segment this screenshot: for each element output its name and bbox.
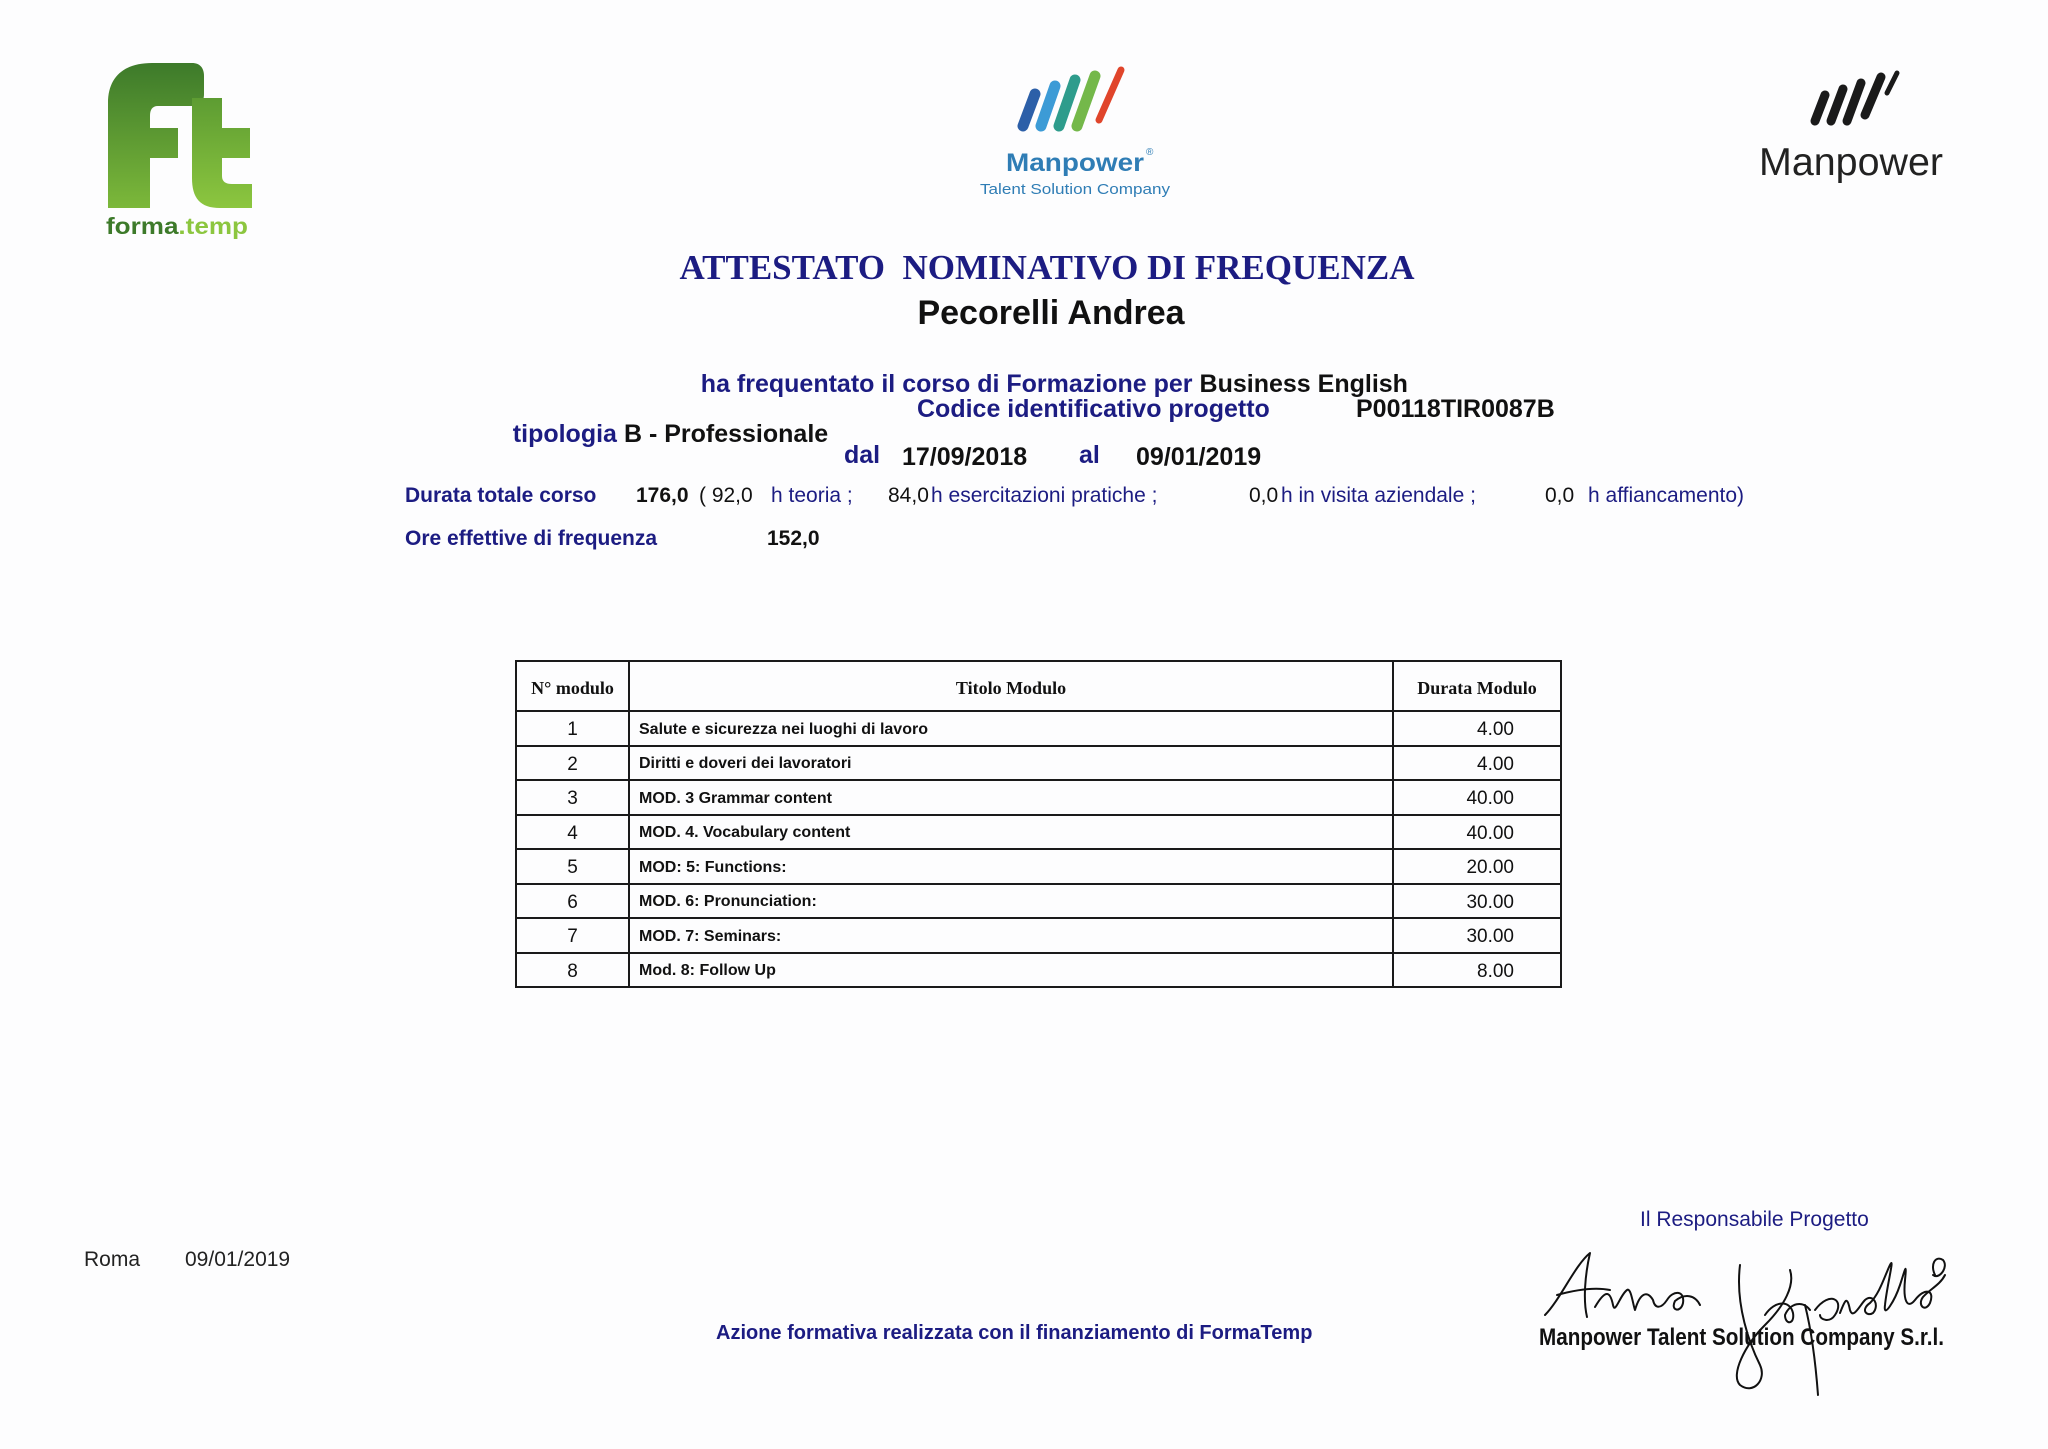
- manpower-color-bars-icon: [1023, 70, 1121, 126]
- from-date: 17/09/2018: [902, 443, 1028, 471]
- theory-label: h teoria ;: [771, 484, 853, 507]
- module-title: MOD: 5: Functions:: [629, 849, 1393, 884]
- module-duration: 4.00: [1393, 711, 1561, 746]
- certificate-title: ATTESTATO NOMINATIVO DI FREQUENZA: [679, 248, 1415, 287]
- module-title: Diritti e doveri dei lavoratori: [629, 746, 1393, 781]
- table-row: [516, 815, 1561, 850]
- module-duration: 30.00: [1393, 918, 1561, 953]
- module-title: MOD. 7: Seminars:: [629, 918, 1393, 953]
- module-number: 8: [516, 953, 629, 988]
- module-number: 2: [516, 746, 629, 781]
- to-label: al: [1079, 441, 1100, 469]
- attendance-hours: 152,0: [767, 527, 820, 550]
- practice-hours: 84,0: [888, 484, 929, 507]
- table-row: [516, 884, 1561, 919]
- module-number: 5: [516, 849, 629, 884]
- course-type-label: tipologia: [512, 420, 617, 448]
- module-number: 7: [516, 918, 629, 953]
- project-code-label: Codice identificativo progetto: [917, 395, 1270, 423]
- visit-label: h in visita aziendale ;: [1281, 484, 1476, 507]
- shadowing-label: h affiancamento): [1588, 484, 1745, 507]
- module-duration: 4.00: [1393, 746, 1561, 781]
- manpower-talent-name: Manpower: [1006, 149, 1145, 177]
- table-row: [516, 780, 1561, 815]
- module-title: MOD. 6: Pronunciation:: [629, 884, 1393, 919]
- module-title: MOD. 4. Vocabulary content: [629, 815, 1393, 850]
- shadowing-hours: 0,0: [1545, 484, 1575, 507]
- module-duration: 40.00: [1393, 815, 1561, 850]
- module-title: Salute e sicurezza nei luoghi di lavoro: [629, 711, 1393, 746]
- module-number: 6: [516, 884, 629, 919]
- duration-total: 176,0: [636, 484, 689, 507]
- stamp-company-name: Manpower Talent Solution Company S.r.l.: [1539, 1324, 1944, 1351]
- duration-label: Durata totale corso: [405, 484, 597, 507]
- formatemp-wordmark: [106, 213, 248, 239]
- module-duration: 30.00: [1393, 884, 1561, 919]
- module-title: MOD. 3 Grammar content: [629, 780, 1393, 815]
- formatemp-wordmark-part2: .temp: [178, 213, 240, 239]
- modules-table: [515, 660, 1562, 988]
- project-code: P00118TIR0087B: [1356, 395, 1555, 423]
- course-name: Business English: [1199, 370, 1408, 398]
- table-row: [516, 746, 1561, 781]
- attendance-label: Ore effettive di frequenza: [405, 527, 658, 550]
- manpower-logo: [1755, 65, 1950, 190]
- header-module-duration: Durata Modulo: [1393, 661, 1561, 711]
- participant-name: Pecorelli Andrea: [917, 294, 1185, 332]
- header-module-title: Titolo Modulo: [629, 661, 1393, 711]
- place: Roma: [84, 1248, 141, 1271]
- signatory-label: Il Responsabile Progetto: [1640, 1208, 1869, 1231]
- header-module-number: N° modulo: [516, 661, 629, 711]
- formatemp-logo: [100, 58, 260, 243]
- formatemp-f-shape: [108, 63, 204, 208]
- course-intro: ha frequentato il corso di Formazione per: [700, 370, 1193, 398]
- theory-hours: ( 92,0: [699, 484, 753, 507]
- funding-note: Azione formativa realizzata con il finanziamento di FormaTemp: [716, 1322, 1313, 1344]
- to-date: 09/01/2019: [1136, 443, 1262, 471]
- course-type: [485, 397, 828, 472]
- table-row: [516, 849, 1561, 884]
- module-duration: 40.00: [1393, 780, 1561, 815]
- table-row: [516, 953, 1561, 988]
- module-duration: 8.00: [1393, 953, 1561, 988]
- course-type-value: B - Professionale: [623, 420, 829, 448]
- manpower-talent-tagline: Talent Solution Company: [980, 181, 1171, 198]
- table-row: [516, 711, 1561, 746]
- registered-mark: ®: [1146, 147, 1154, 158]
- table-row: [516, 918, 1561, 953]
- module-title: Mod. 8: Follow Up: [629, 953, 1393, 988]
- table-header-row: [516, 661, 1561, 711]
- signature-stamp: [1535, 1245, 1950, 1400]
- module-number: 4: [516, 815, 629, 850]
- from-label: dal: [844, 441, 881, 469]
- visit-hours: 0,0: [1249, 484, 1279, 507]
- practice-label: h esercitazioni pratiche ;: [931, 484, 1158, 507]
- module-number: 1: [516, 711, 629, 746]
- formatemp-wordmark-part1: forma: [106, 213, 170, 239]
- module-number: 3: [516, 780, 629, 815]
- formatemp-t-shape: [192, 98, 252, 208]
- manpower-name: Manpower: [1759, 141, 1944, 184]
- module-duration: 20.00: [1393, 849, 1561, 884]
- manpower-talent-logo: [975, 60, 1185, 205]
- manpower-bars-icon: [1815, 73, 1897, 121]
- issue-date: 09/01/2019: [185, 1248, 291, 1271]
